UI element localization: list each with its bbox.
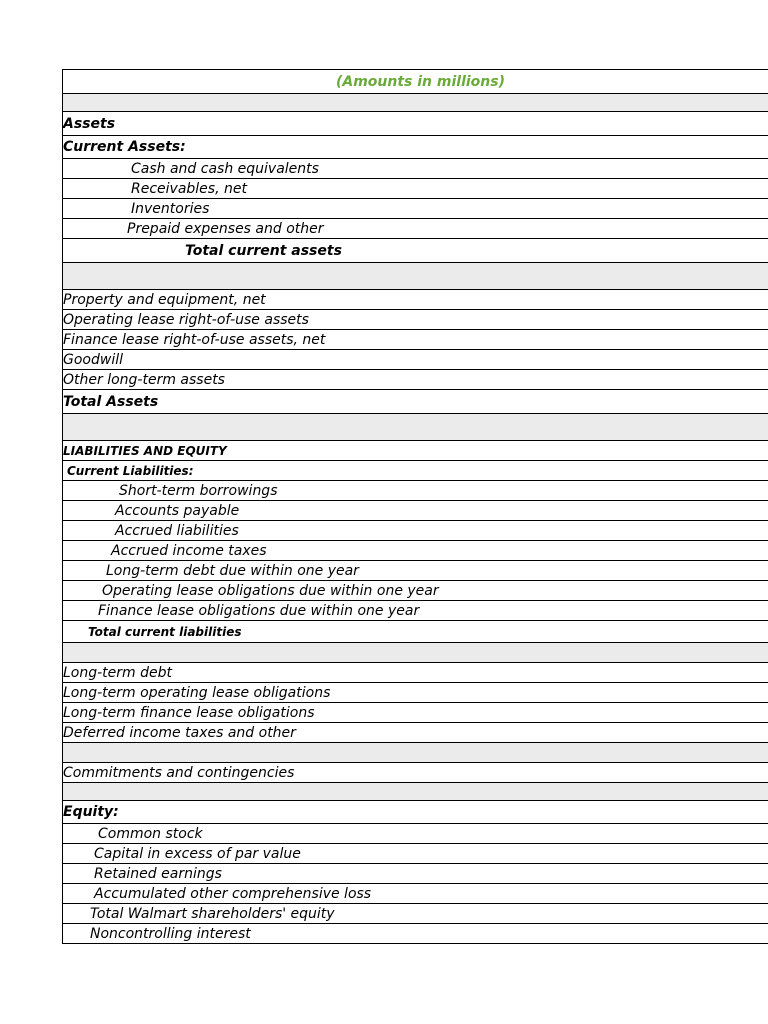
line-item-label: Total Walmart shareholders' equity bbox=[90, 905, 335, 922]
spacer-row bbox=[62, 93, 768, 111]
spacer-row bbox=[62, 413, 768, 440]
total-current-assets-label: Total current assets bbox=[185, 242, 342, 259]
line-item bbox=[62, 923, 768, 944]
spacer-row bbox=[62, 642, 768, 662]
amounts-header-row bbox=[62, 69, 768, 93]
equity-heading: Equity: bbox=[63, 804, 119, 820]
line-item-label: Long-term operating lease obligations bbox=[63, 684, 331, 701]
assets-heading-row bbox=[62, 111, 768, 135]
line-item bbox=[62, 178, 768, 198]
line-item-label: Long-term debt due within one year bbox=[106, 562, 359, 579]
line-item-label: Deferred income taxes and other bbox=[63, 724, 296, 741]
spacer-row bbox=[62, 262, 768, 289]
current-assets-heading-row bbox=[62, 135, 768, 158]
line-item bbox=[62, 883, 768, 903]
line-item-label: Noncontrolling interest bbox=[90, 925, 251, 942]
total-assets-row bbox=[62, 389, 768, 413]
line-item-label: Accrued income taxes bbox=[111, 542, 267, 559]
line-item-label: Prepaid expenses and other bbox=[127, 220, 324, 237]
line-item-label: Goodwill bbox=[63, 351, 123, 368]
line-item-label: Finance lease obligations due within one year bbox=[98, 602, 420, 619]
line-item-label: Long-term debt bbox=[63, 664, 172, 681]
line-item bbox=[62, 289, 768, 309]
line-item bbox=[62, 218, 768, 238]
current-liabilities-heading-row bbox=[62, 460, 768, 480]
line-item-label: Long-term finance lease obligations bbox=[63, 704, 315, 721]
line-item-label: Short-term borrowings bbox=[119, 482, 278, 499]
line-item bbox=[62, 520, 768, 540]
line-item bbox=[62, 682, 768, 702]
commitments-row bbox=[62, 762, 768, 782]
current-assets-heading: Current Assets: bbox=[63, 139, 186, 155]
line-item-label: Other long-term assets bbox=[63, 371, 225, 388]
line-item bbox=[62, 309, 768, 329]
line-item-label: Property and equipment, net bbox=[63, 291, 266, 308]
line-item bbox=[62, 843, 768, 863]
assets-heading: Assets bbox=[63, 115, 116, 132]
line-item-label: Inventories bbox=[131, 200, 210, 217]
line-item-label: Finance lease right-of-use assets, net bbox=[63, 331, 326, 348]
line-item-label: Cash and cash equivalents bbox=[131, 160, 319, 177]
line-item-label: Common stock bbox=[98, 825, 203, 842]
liabilities-heading: LIABILITIES AND EQUITY bbox=[63, 443, 227, 458]
total-current-assets-row bbox=[62, 238, 768, 262]
total-current-liabilities-label: Total current liabilities bbox=[88, 624, 242, 639]
line-item bbox=[62, 823, 768, 843]
line-item bbox=[62, 863, 768, 883]
line-item-label: Retained earnings bbox=[94, 865, 222, 882]
line-item-label: Capital in excess of par value bbox=[94, 845, 301, 862]
line-item bbox=[62, 369, 768, 389]
current-liabilities-heading: Current Liabilities: bbox=[67, 463, 194, 478]
line-item-label: Accrued liabilities bbox=[115, 522, 239, 539]
line-item bbox=[62, 600, 768, 620]
liabilities-heading-row bbox=[62, 440, 768, 460]
line-item bbox=[62, 580, 768, 600]
line-item bbox=[62, 500, 768, 520]
total-assets-label: Total Assets bbox=[63, 393, 159, 410]
line-item bbox=[62, 540, 768, 560]
line-item bbox=[62, 662, 768, 682]
line-item-label: Accumulated other comprehensive loss bbox=[94, 885, 372, 902]
line-item bbox=[62, 560, 768, 580]
amounts-note: (Amounts in millions) bbox=[335, 73, 505, 90]
line-item bbox=[62, 349, 768, 369]
spacer-row bbox=[62, 782, 768, 800]
line-item bbox=[62, 158, 768, 178]
equity-heading-row bbox=[62, 800, 768, 823]
line-item bbox=[62, 722, 768, 742]
line-item bbox=[62, 702, 768, 722]
line-item-label: Receivables, net bbox=[131, 180, 247, 197]
total-current-liabilities-row bbox=[62, 620, 768, 642]
line-item bbox=[62, 198, 768, 218]
line-item-label: Operating lease obligations due within one year bbox=[102, 582, 439, 599]
line-item bbox=[62, 903, 768, 923]
line-item-label: Operating lease right-of-use assets bbox=[63, 311, 309, 328]
line-item bbox=[62, 329, 768, 349]
commitments-label: Commitments and contingencies bbox=[63, 764, 295, 781]
line-item-label: Accounts payable bbox=[115, 502, 240, 519]
spacer-row bbox=[62, 742, 768, 762]
line-item bbox=[62, 480, 768, 500]
